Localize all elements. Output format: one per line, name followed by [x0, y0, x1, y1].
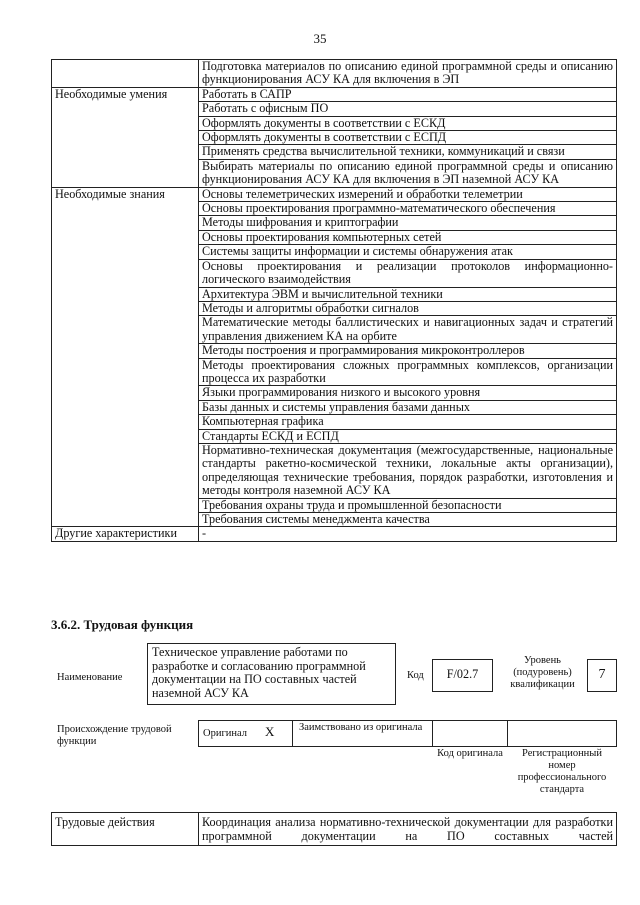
reg-number-box — [507, 720, 617, 747]
category-spacer — [52, 131, 199, 145]
borrowed-box — [292, 720, 433, 747]
level-box — [587, 659, 617, 692]
level-label: Уровень (подуровень) квалификации — [510, 655, 575, 690]
category-spacer — [52, 216, 199, 230]
requirement-item: Системы защиты информации и системы обнаружения атак — [199, 245, 617, 259]
category-spacer — [52, 259, 199, 287]
code-original-box — [432, 720, 508, 747]
category-spacer — [52, 230, 199, 244]
borrowed-label: Заимствовано из оригинала — [299, 722, 423, 733]
actions-label: Трудовые действия — [52, 813, 199, 846]
category-spacer — [52, 116, 199, 130]
category-spacer — [52, 386, 199, 400]
requirement-item: Архитектура ЭВМ и вычислительной техники — [199, 287, 617, 301]
requirement-item: Методы проектирования сложных программных комплексов, организации процесса их разработки — [199, 358, 617, 386]
requirement-item: Выбирать материалы по описанию единой программной среды и описанию функционирования АСУ КА для включения в ЭП наземной АСУ КА — [199, 159, 617, 187]
category-spacer — [52, 301, 199, 315]
page-number: 35 — [313, 31, 327, 46]
category-spacer — [52, 400, 199, 414]
requirement-item: Требования охраны труда и промышленной безопасности — [199, 498, 617, 512]
requirement-item: Методы и алгоритмы обработки сигналов — [199, 301, 617, 315]
original-label: Оригинал — [203, 728, 247, 739]
category-spacer — [52, 358, 199, 386]
requirement-item: Оформлять документы в соответствии с ЕСПД — [199, 131, 617, 145]
category-spacer — [52, 415, 199, 429]
requirement-item: Языки программирования низкого и высокого уровня — [199, 386, 617, 400]
category-spacer — [52, 316, 199, 344]
category-spacer — [52, 429, 199, 443]
requirements-table — [51, 59, 617, 542]
requirement-item: Математические методы баллистических и навигационных задач и стратегий управления движением КА на орбите — [199, 316, 617, 344]
actions-table — [51, 812, 617, 846]
section-title: 3.6.2. Трудовая функция — [51, 617, 194, 632]
code-label: Код — [407, 670, 424, 681]
category-spacer — [52, 287, 199, 301]
requirement-item: Работать с офисным ПО — [199, 102, 617, 116]
requirement-item: Применять средства вычислительной техники, коммуникаций и связи — [199, 145, 617, 159]
level-value: 7 — [598, 667, 606, 682]
code-original-label: Код оригинала — [437, 748, 503, 759]
category-label — [52, 60, 199, 88]
category-spacer — [52, 202, 199, 216]
requirement-item: Методы шифрования и криптографии — [199, 216, 617, 230]
requirement-item: Основы телеметрических измерений и обработки телеметрии — [199, 187, 617, 201]
original-mark: X — [265, 724, 275, 739]
requirement-item: Базы данных и системы управления базами данных — [199, 400, 617, 414]
requirement-item: Компьютерная графика — [199, 415, 617, 429]
requirement-item: - — [199, 527, 617, 541]
requirement-item: Нормативно-техническая документация (межгосударственные, национальные стандарты ракетно-космической техники, локальные акты организации), определяющая технические требования, порядок разработки, изготовления и методы контроля наземной АСУ КА — [199, 443, 617, 498]
requirement-item: Основы проектирования компьютерных сетей — [199, 230, 617, 244]
requirement-item: Основы проектирования и реализации протоколов информационно-логического взаимодействия — [199, 259, 617, 287]
requirement-item: Подготовка материалов по описанию единой программной среды и описанию функционирования АСУ КА для включения в ЭП — [199, 60, 617, 88]
category-spacer — [52, 159, 199, 187]
requirement-item: Методы построения и программирования микроконтроллеров — [199, 344, 617, 358]
original-box — [198, 720, 293, 747]
reg-number-label: Регистрационный номер профессионального стандарта — [517, 748, 607, 795]
requirement-item: Основы проектирования программно-математического обеспечения — [199, 202, 617, 216]
category-label: Необходимые умения — [52, 87, 199, 101]
function-name-box — [147, 643, 396, 705]
requirement-item: Требования системы менеджмента качества — [199, 513, 617, 527]
category-spacer — [52, 102, 199, 116]
category-label: Необходимые знания — [52, 187, 199, 201]
category-spacer — [52, 513, 199, 527]
function-name-value: Техническое управление работами по разработке и согласованию программной документации на ПО составных частей наземной АСУ КА — [152, 645, 366, 700]
category-spacer — [52, 344, 199, 358]
category-spacer — [52, 443, 199, 498]
code-value: F/02.7 — [446, 667, 479, 681]
category-spacer — [52, 245, 199, 259]
name-label: Наименование — [57, 672, 123, 683]
category-label: Другие характеристики — [52, 527, 199, 541]
actions-first-item: Координация анализа нормативно-технической документации для разработки программной документации на ПО составных частей — [199, 813, 617, 846]
origin-label: Происхождение трудовой функции — [57, 724, 172, 747]
code-box — [432, 659, 493, 692]
requirement-item: Стандарты ЕСКД и ЕСПД — [199, 429, 617, 443]
requirement-item: Работать в САПР — [199, 87, 617, 101]
category-spacer — [52, 145, 199, 159]
requirement-item: Оформлять документы в соответствии с ЕСКД — [199, 116, 617, 130]
category-spacer — [52, 498, 199, 512]
